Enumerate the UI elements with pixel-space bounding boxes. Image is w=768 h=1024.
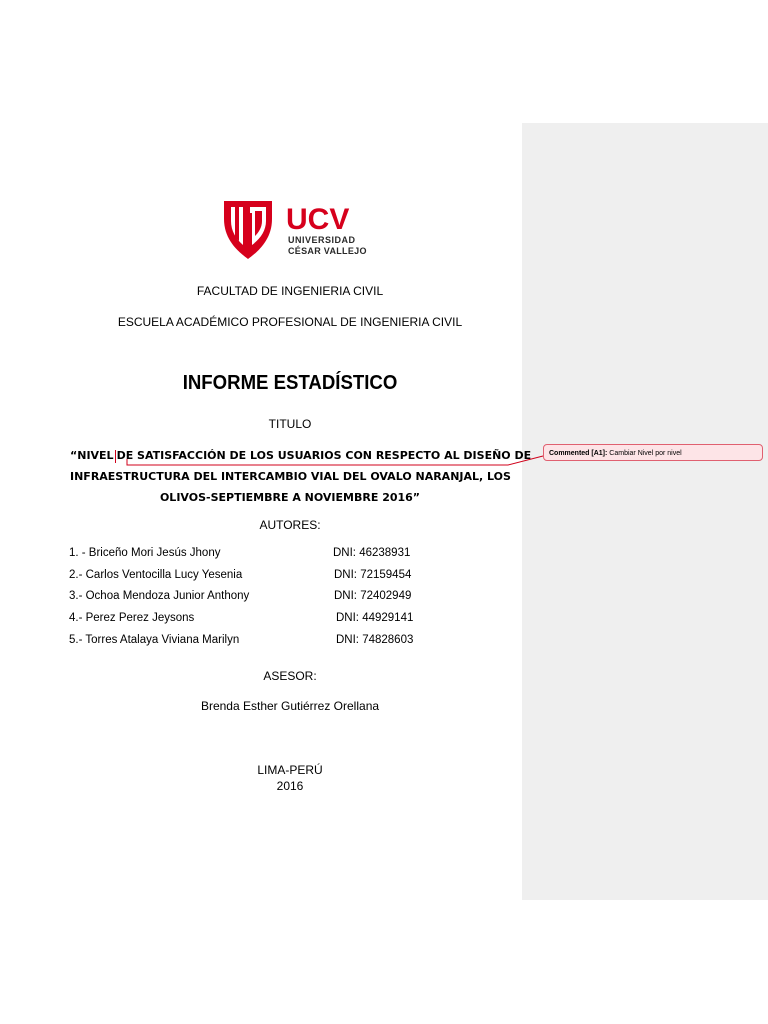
place-label: LIMA-PERÚ — [257, 763, 323, 777]
ucv-logo — [222, 199, 372, 261]
commented-word: NIVEL — [77, 449, 114, 462]
thesis-title — [70, 445, 532, 508]
comment-connector-line — [127, 459, 518, 465]
author-dni: DNI: 72159454 — [334, 569, 412, 581]
logo-line2: CÉSAR VALLEJO — [288, 246, 367, 256]
thesis-title-line-1-rest: DE SATISFACCIÓN DE LOS USUARIOS CON RESPECTO AL DISEÑO DE — [116, 449, 532, 462]
logo-acronym: UCV — [286, 203, 350, 236]
author-name: 4.- Perez Perez Jeysons — [69, 612, 195, 624]
report-title: INFORME ESTADÍSTICO — [182, 372, 398, 394]
thesis-title-line-2: INFRAESTRUCTURA DEL INTERCAMBIO VIAL DEL OVALO NARANJAL, LOS — [70, 470, 511, 483]
school-heading: ESCUELA ACADÉMICO PROFESIONAL DE INGENIERIA CIVIL — [117, 315, 463, 329]
comment-label: Commented [A1]: — [549, 450, 608, 457]
author-row — [69, 547, 429, 563]
autores-label: AUTORES: — [259, 518, 321, 532]
author-name: 2.- Carlos Ventocilla Lucy Yesenia — [69, 569, 243, 581]
logo-line1: UNIVERSIDAD — [288, 235, 356, 245]
titulo-label: TITULO — [268, 417, 312, 431]
comment-text: Cambiar Nivel por nivel — [609, 450, 682, 457]
author-name: 1. - Briceño Mori Jesús Jhony — [69, 547, 221, 559]
author-row — [69, 612, 429, 628]
author-name: 5.- Torres Atalaya Viviana Marilyn — [69, 634, 240, 646]
author-dni: DNI: 74828603 — [336, 634, 414, 646]
asesor-name: Brenda Esther Gutiérrez Orellana — [200, 699, 380, 713]
year-label: 2016 — [276, 779, 304, 793]
comment-anchor-mark — [115, 450, 116, 463]
comment-balloon[interactable] — [543, 444, 763, 461]
author-name: 3.- Ochoa Mendoza Junior Anthony — [69, 590, 250, 602]
author-row — [69, 590, 429, 606]
comments-pane — [522, 123, 768, 900]
author-dni: DNI: 72402949 — [334, 590, 412, 602]
ucv-emblem-icon — [224, 201, 272, 259]
faculty-heading: FACULTAD DE INGENIERIA CIVIL — [196, 284, 384, 298]
asesor-label: ASESOR: — [263, 669, 317, 683]
author-row — [69, 569, 429, 585]
author-row — [69, 634, 429, 650]
author-dni: DNI: 44929141 — [336, 612, 414, 624]
author-dni: DNI: 46238931 — [333, 547, 411, 559]
thesis-title-line-3: OLIVOS-SEPTIEMBRE A NOVIEMBRE 2016” — [159, 491, 421, 504]
open-quote: “ — [70, 449, 78, 462]
